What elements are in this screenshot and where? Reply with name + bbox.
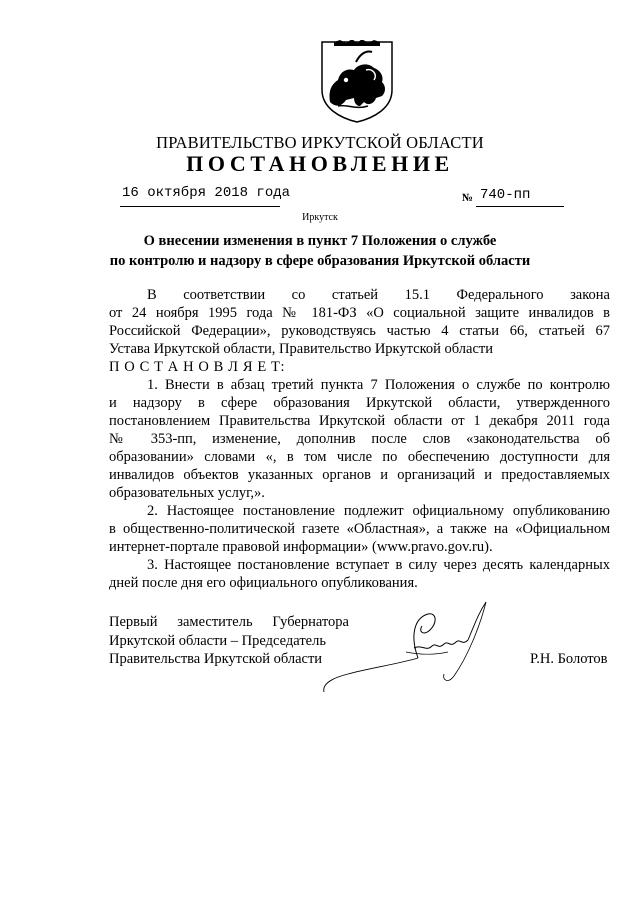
- item1-line: 1. Внести в абзац третий пункта 7 Положения о службе по контролю: [147, 377, 610, 393]
- heading-line: О внесении изменения в пункт 7 Положения о службе: [143, 233, 497, 249]
- heading-line: по контролю и надзору в сфере образования Иркутской области: [109, 253, 531, 269]
- number-sign: №: [462, 192, 474, 204]
- item3-line: дней после дня его официального опубликования.: [109, 575, 418, 591]
- item2-line: в общественно-политической газете «Областная», а также на «Официальном: [109, 521, 610, 537]
- item1-line: инвалидов объектов указанных органов и организаций и предоставляемых: [109, 467, 610, 483]
- preamble-line: от 24 ноября 1995 года № 181-ФЗ «О социальной защите инвалидов в: [109, 305, 610, 321]
- item1-line: и надзору в сфере образования Иркутской области, утвержденного: [109, 395, 610, 411]
- item1-line: образовательных услуг,».: [109, 485, 265, 501]
- position-line: Правительства Иркутской области: [109, 651, 323, 667]
- handwritten-signature: [318, 596, 494, 700]
- item1-line: образовании» словами «, в том числе по обеспечению доступности для: [109, 449, 610, 465]
- document-date: 16 октября 2018 года: [122, 185, 291, 201]
- item2-line: интернет-портале правовой информации» (www.pravo.gov.ru).: [109, 539, 493, 555]
- document-heading: [80, 231, 560, 271]
- signer-position: [109, 613, 349, 669]
- position-line: Иркутской области – Председатель: [109, 632, 326, 649]
- item2-line: 2. Настоящее постановление подлежит официальному опубликованию: [147, 503, 610, 519]
- resolves-word: П О С Т А Н О В Л Я Е Т:: [109, 359, 286, 375]
- preamble-line: Российской Федерации», руководствуясь частью 4 статьи 66, статьей 67: [109, 323, 610, 339]
- item1-line: № 353-пп, изменение, дополнив после слов «законодательства об: [109, 431, 610, 447]
- date-underline: [120, 206, 280, 207]
- city-name: Иркутск: [302, 212, 338, 223]
- item3-line: 3. Настоящее постановление вступает в силу через десять календарных: [147, 557, 610, 573]
- preamble-line: Устава Иркутской области, Правительство Иркутской области: [109, 341, 494, 357]
- signer-name: Р.Н. Болотов: [530, 651, 608, 667]
- preamble-line: В соответствии со статьей 15.1 Федерального закона: [147, 287, 610, 303]
- government-name: ПРАВИТЕЛЬСТВО ИРКУТСКОЙ ОБЛАСТИ: [156, 133, 484, 152]
- position-line: Первый заместитель Губернатора: [109, 614, 349, 630]
- number-underline: [476, 206, 564, 207]
- item1-line: постановлением Правительства Иркутской области от 1 декабря 2011 года: [109, 413, 610, 429]
- document-number: 740-пп: [480, 187, 531, 203]
- irkutsk-coat-of-arms-icon: [316, 40, 398, 124]
- document-type-title: ПОСТАНОВЛЕНИЕ: [186, 151, 454, 176]
